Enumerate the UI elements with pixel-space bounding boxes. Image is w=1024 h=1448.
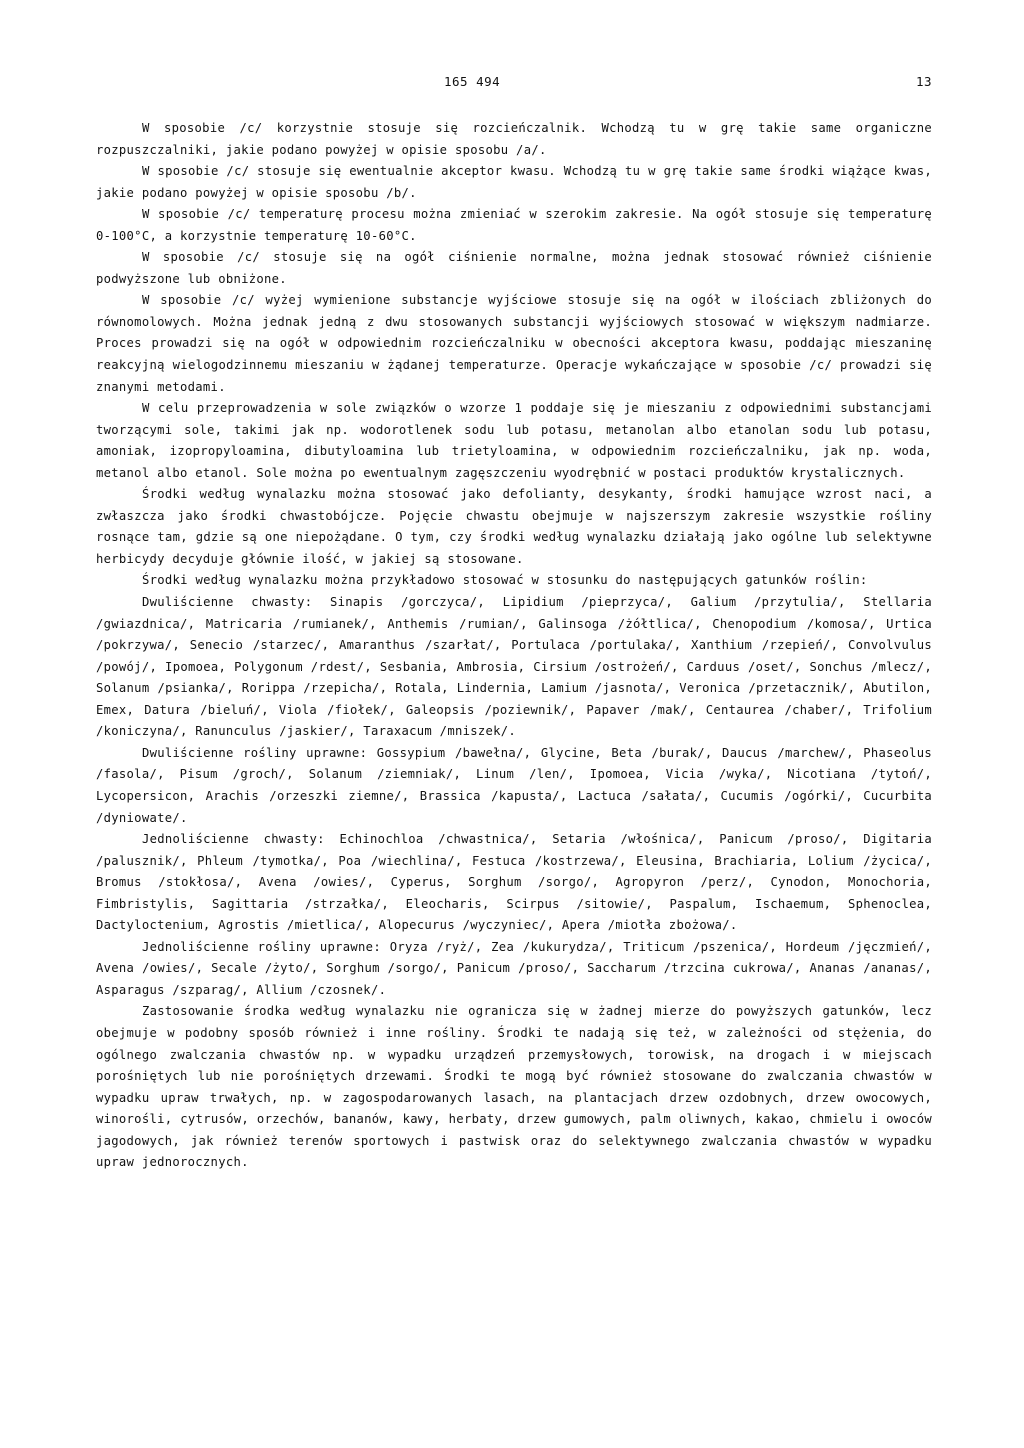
paragraph-acid-acceptor: W sposobie /c/ stosuje się ewentualnie akceptor kwasu. Wchodzą tu w grę takie same środki wiążące kwas, jakie podano powyżej w opisie sposobu /b/.	[96, 164, 932, 200]
paragraph-monocot-weeds: Jednoliścienne chwasty: Echinochloa /chwastnica/, Setaria /włośnica/, Panicum /proso/, Digitaria /palusznik/, Phleum /tymotka/, Poa /wiechlina/, Festuca /kostrzewa/, Eleusina, Brachiaria, Lolium /życica/, Bromus /stokłosa/, Avena /owies/, Cyperus, Sorghum /sorgo/, Agropyron /perz/, Cynodon, Monochoria, Fimbristylis, Sagittaria /strzałka/, Eleocharis, Scirpus /sitowie/, Paspalum, Ischaemum, Sphenoclea, Dactyloctenium, Agrostis /mietlica/, Alopecurus /wyczyniec/, Apera /miotła zbożowa/.	[96, 832, 932, 933]
page-header	[96, 74, 932, 94]
paragraph-temperature: W sposobie /c/ temperaturę procesu można zmieniać w szerokim zakresie. Na ogół stosuje się temperaturę 0-100°C, a korzystnie temperaturę 10-60°C.	[96, 207, 932, 243]
paragraph-uses: Środki według wynalazku można stosować jako defolianty, desykanty, środki hamujące wzrost naci, a zwłaszcza jako środki chwastobójcze. Pojęcie chwastu obejmuje w najszerszym zakresie wszystkie rośliny rosnące tam, gdzie są one niepożądane. O tym, czy środki według wynalazku działają jako ogólne lub selektywne herbicydy decyduje głównie ilość, w jakiej są stosowane.	[96, 487, 932, 566]
paragraph-monocot-crops: Jednoliścienne rośliny uprawne: Oryza /ryż/, Zea /kukurydza/, Triticum /pszenica/, Hordeum /jęczmień/, Avena /owies/, Secale /żyto/, Sorghum /sorgo/, Panicum /proso/, Saccharum /trzcina cukrowa/, Ananas /ananas/, Asparagus /szparag/, Allium /czosnek/.	[96, 939, 932, 997]
body-text	[96, 118, 932, 1174]
paragraph-dicot-crops: Dwuliścienne rośliny uprawne: Gossypium /bawełna/, Glycine, Beta /burak/, Daucus /marchew/, Phaseolus /fasola/, Pisum /groch/, Solanum /ziemniak/, Linum /len/, Ipomoea, Vicia /wyka/, Nicotiana /tytoń/, Lycopersicon, Arachis /orzeszki ziemne/, Brassica /kapusta/, Lactuca /sałata/, Cucumis /ogórki/, Cucurbita /dyniowate/.	[96, 745, 932, 825]
paragraph-procedure: W sposobie /c/ wyżej wymienione substancje wyjściowe stosuje się na ogół w ilościach zbliżonych do równomolowych. Można jednak jedną z dwu stosowanych substancji wyjściowych stosować w większym nadmiarze. Proces prowadzi się na ogół w odpowiednim rozcieńczalniku w obecności akceptora kwasu, poddając mieszaninę reakcyjną wielogodzinnemu mieszaniu w żądanej temperaturze. Operacje wykańczające w sposobie /c/ prowadzi się znanymi metodami.	[96, 293, 932, 394]
paragraph-species-intro: Środki według wynalazku można przykładowo stosować w stosunku do następujących gatunków roślin:	[142, 573, 868, 588]
paragraph-dicot-weeds: Dwuliścienne chwasty: Sinapis /gorczyca/, Lipidium /pieprzyca/, Galium /przytulia/, Stellaria /gwiazdnica/, Matricaria /rumianek/, Anthemis /rumian/, Galinsoga /żółtlica/, Chenopodium /komosa/, Urtica /pokrzywa/, Senecio /starzec/, Amaranthus /szarłat/, Portulaca /portulaka/, Xanthium /rzepień/, Convolvulus /powój/, Ipomoea, Polygonum /rdest/, Sesbania, Ambrosia, Cirsium /ostrożeń/, Carduus /oset/, Sonchus /mlecz/, Solanum /psianka/, Rorippa /rzepicha/, Rotala, Lindernia, Lamium /jasnota/, Veronica /przetacznik/, Abutilon, Emex, Datura /bieluń/, Viola /fiołek/, Galeopsis /poziewnik/, Papaver /mak/, Centaurea /chaber/, Trifolium /koniczyna/, Ranunculus /jaskier/, Taraxacum /mniszek/.	[96, 595, 932, 739]
paragraph-salts: W celu przeprowadzenia w sole związków o wzorze 1 poddaje się je mieszaniu z odpowiednimi substancjami tworzącymi sole, takimi jak np. wodorotlenek sodu lub potasu, metanolan albo etanolan sodu lub potasu, amoniak, izopropyloamina, dibutyloamina lub trietyloamina, w odpowiednim rozcieńczalniku, jak np. woda, metanol albo etanol. Sole można po ewentualnym zagęszczeniu wyodrębnić w postaci produktów krystalicznych.	[96, 401, 932, 480]
page-number: 13	[915, 74, 932, 89]
paragraph-pressure: W sposobie /c/ stosuje się na ogół ciśnienie normalne, można jednak stosować również ciśnienie podwyższone lub obniżone.	[96, 250, 932, 286]
paragraph-solvent: W sposobie /c/ korzystnie stosuje się rozcieńczalnik. Wchodzą tu w grę takie same organiczne rozpuszczalniki, jakie podano powyżej w opisie sposobu /a/.	[96, 121, 932, 157]
patent-number: 165 494	[444, 74, 501, 89]
paragraph-application-scope: Zastosowanie środka według wynalazku nie ogranicza się w żadnej mierze do powyższych gatunków, lecz obejmuje w podobny sposób również i inne rośliny. Środki te nadają się też, w zależności od stężenia, do ogólnego zwalczania chwastów np. w wypadku urządzeń przemysłowych, torowisk, na drogach i w miejscach porośniętych lub nie porośniętych drzewami. Środki te mogą być również stosowane do zwalczania chwastów w wypadku upraw trwałych, np. w zagospodarowanych lasach, na plantacjach drzew ozdobnych, drzew owocowych, winorośli, cytrusów, orzechów, bananów, kawy, herbaty, drzew gumowych, palm oliwnych, kakao, chmielu i owoców jagodowych, jak również terenów sportowych i pastwisk oraz do selektywnego zwalczania chwastów w wypadku upraw jednorocznych.	[96, 1004, 932, 1170]
